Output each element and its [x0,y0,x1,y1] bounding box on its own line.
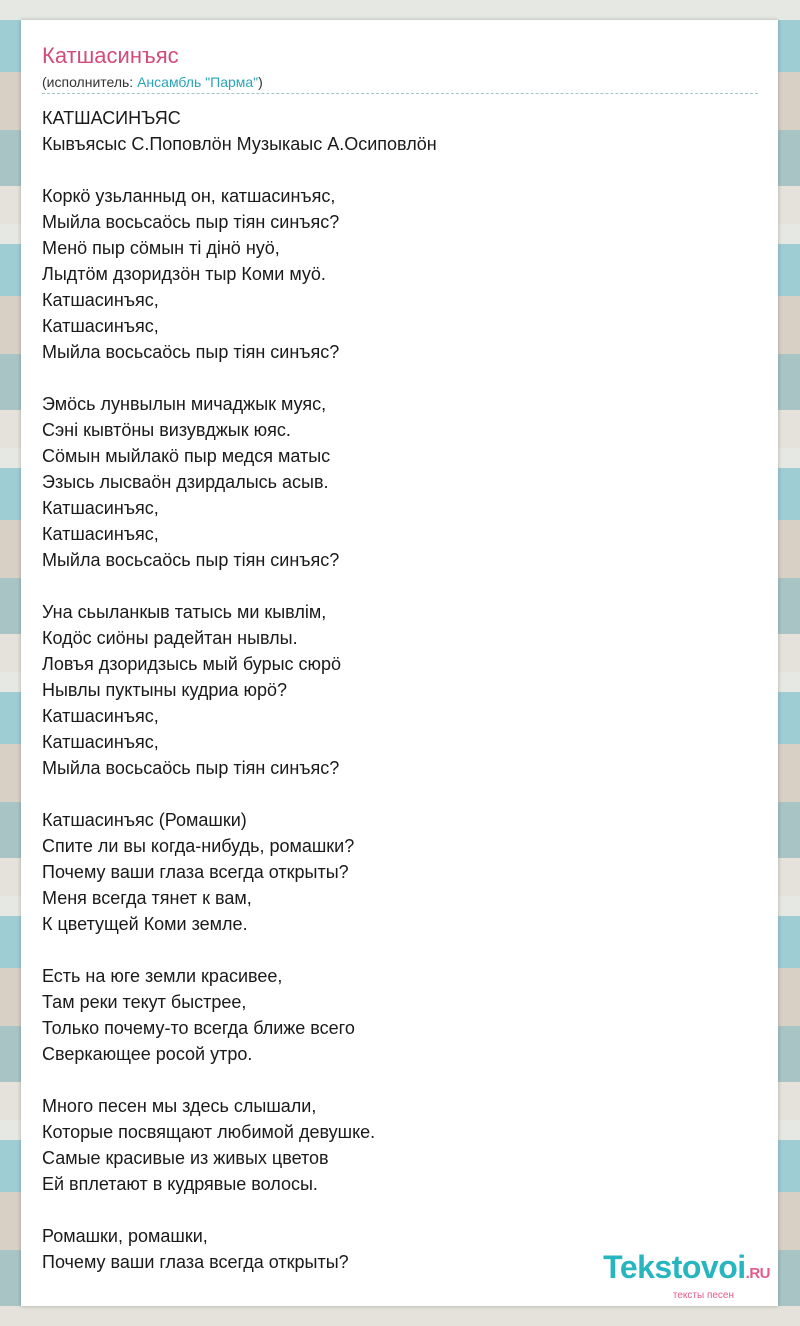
lyrics-line: Катшасинъяс, [42,498,159,518]
lyrics-line: Меня всегда тянет к вам, [42,888,252,908]
logo-tagline: тексты песен [672,1290,734,1301]
lyrics-line: Эмӧсь лунвылын мичаджык муяс, [42,394,327,414]
lyrics-line: Почему ваши глаза всегда открыты? [42,1252,349,1272]
lyrics-line: К цветущей Коми земле. [42,914,248,934]
lyrics-line: Катшасинъяс, [42,732,159,752]
lyrics-blank-line [42,937,437,963]
lyrics-line: Сэні кывтӧны визувджык юяс. [42,420,291,440]
lyrics-line: Катшасинъяс, [42,316,159,336]
lyrics-line: Много песен мы здесь слышали, [42,1096,317,1116]
divider [42,93,758,94]
lyrics-blank-line [42,573,437,599]
lyrics-line: Которые посвящают любимой девушке. [42,1122,376,1142]
lyrics-line: КАТШАСИНЪЯС [42,108,181,128]
lyrics-line: Катшасинъяс (Ромашки) [42,810,247,830]
lyrics-line: Мыйла восьсаӧсь пыр тіян синъяс? [42,212,340,232]
lyrics-line: Катшасинъяс, [42,706,159,726]
lyrics-line: Катшасинъяс, [42,524,159,544]
site-logo[interactable] [603,1250,770,1301]
artist-suffix: ) [258,74,263,90]
lyrics-line: Лыдтӧм дзоридзӧн тыр Коми муӧ. [42,264,326,284]
lyrics-line: Мыйла восьсаӧсь пыр тіян синъяс? [42,550,340,570]
lyrics-line: Нывлы пуктыны кудриа юрӧ? [42,680,288,700]
lyrics-line: Сӧмын мыйлакӧ пыр медся матыс [42,446,331,466]
lyrics-line: Менӧ пыр сӧмын ті дінӧ нуӧ, [42,238,280,258]
lyrics-line: Там реки текут быстрее, [42,992,247,1012]
artist-line [42,73,263,91]
logo-name: Tekstovoi [603,1249,746,1285]
lyrics-line: Ей вплетают в кудрявые волосы. [42,1174,318,1194]
lyrics-blank-line [42,1067,437,1093]
lyrics-line: Мыйла восьсаӧсь пыр тіян синъяс? [42,758,340,778]
lyrics-line: Эзысь лысваӧн дзирдалысь асыв. [42,472,329,492]
artist-link[interactable]: Ансамбль "Парма" [137,74,259,90]
lyrics-line: Коркӧ узьланныд он, катшасинъяс, [42,186,336,206]
lyrics-line: Самые красивые из живых цветов [42,1148,329,1168]
lyrics-line: Сверкающее росой утро. [42,1044,253,1064]
lyrics-blank-line [42,1197,437,1223]
lyrics-line: Почему ваши глаза всегда открыты? [42,862,349,882]
lyrics-line: Спите ли вы когда-нибудь, ромашки? [42,836,355,856]
lyrics-blank-line [42,157,437,183]
lyrics-line: Только почему-то всегда ближе всего [42,1018,355,1038]
lyrics-line: Есть на юге земли красивее, [42,966,283,986]
lyrics-line: Ловъя дзоридзысь мый бурыс сюрӧ [42,654,342,674]
lyrics-line: Уна сьыланкыв татысь ми кывлім, [42,602,327,622]
logo-wordmark [603,1250,770,1291]
lyrics-line: Катшасинъяс, [42,290,159,310]
lyrics-line: Мыйла восьсаӧсь пыр тіян синъяс? [42,342,340,362]
lyrics-blank-line [42,781,437,807]
song-title: Катшасинъяс [42,43,179,68]
artist-prefix: (исполнитель: [42,74,138,90]
lyrics-card [21,20,778,1306]
lyrics-line: Кывъясыс С.Поповлӧн Музыкаыс А.Осиповлӧн [42,134,437,154]
lyrics-blank-line [42,365,437,391]
lyrics-text [42,105,437,1275]
lyrics-line: Кодӧс сиӧны радейтан нывлы. [42,628,298,648]
lyrics-line: Ромашки, ромашки, [42,1226,208,1246]
logo-tld: .RU [745,1265,770,1282]
